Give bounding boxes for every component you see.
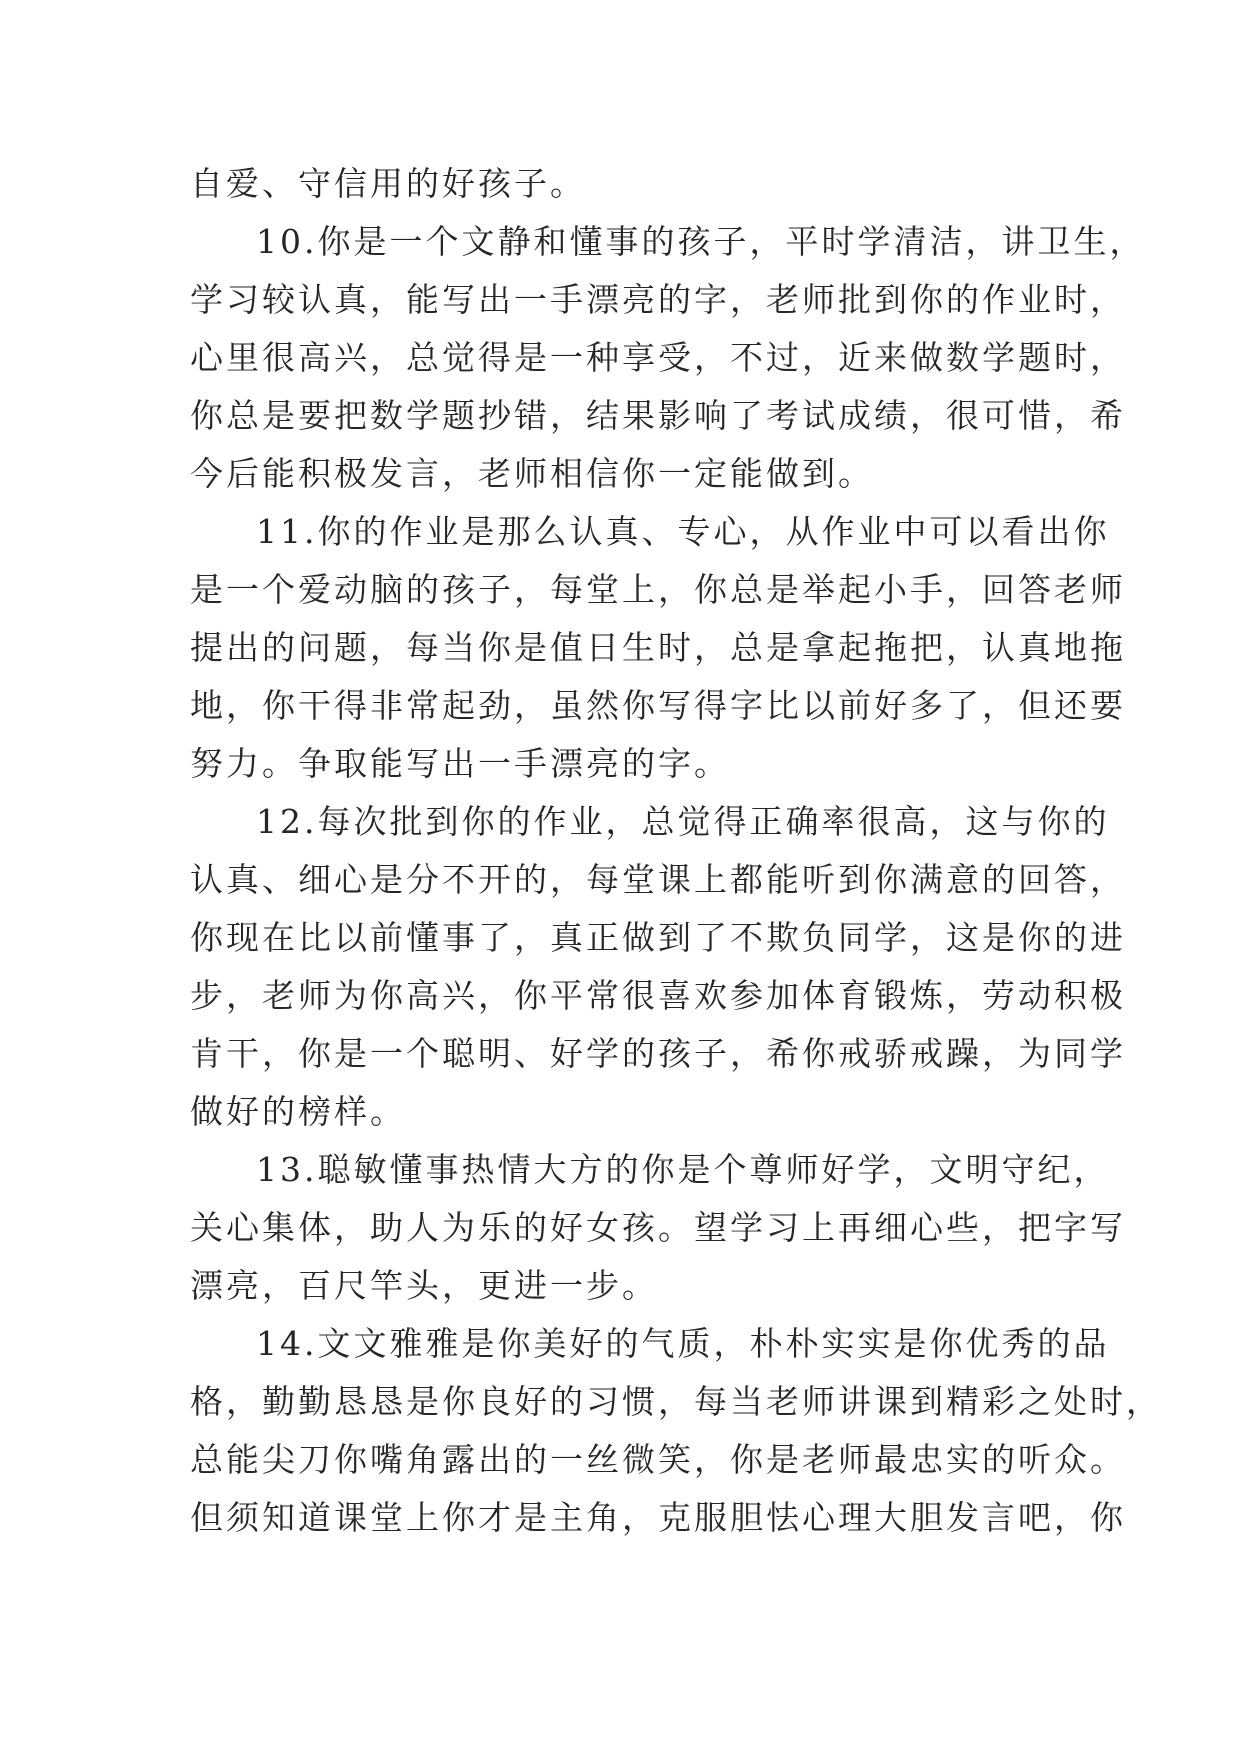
- text-line: 是一个爱动脑的孩子，每堂上，你总是举起小手，回答老师: [190, 570, 1126, 609]
- paragraph-10-first-line: 10.你是一个文静和懂事的孩子，平时学清洁，讲卫生，: [256, 222, 1146, 261]
- paragraph-13-first-line: 13.聪敏懂事热情大方的你是个尊师好学，文明守纪，: [256, 1150, 1110, 1189]
- text-line: 肯干，你是一个聪明、好学的孩子，希你戒骄戒躁，为同学: [190, 1034, 1126, 1073]
- paragraph-12-first-line: 12.每次批到你的作业，总觉得正确率很高，这与你的: [256, 802, 1110, 841]
- text-line: 认真、细心是分不开的，每堂课上都能听到你满意的回答，: [190, 860, 1126, 899]
- text-line: 学习较认真，能写出一手漂亮的字，老师批到你的作业时，: [190, 280, 1126, 319]
- text-line: 步，老师为你高兴，你平常很喜欢参加体育锻炼，劳动积极: [190, 976, 1126, 1015]
- paragraph-11-first-line: 11.你的作业是那么认真、专心，从作业中可以看出你: [256, 512, 1110, 551]
- text-line: 做好的榜样。: [190, 1092, 406, 1131]
- text-line: 但须知道课堂上你才是主角，克服胆怯心理大胆发言吧，你: [190, 1498, 1126, 1537]
- text-line: 今后能积极发言，老师相信你一定能做到。: [190, 454, 874, 493]
- text-line: 漂亮，百尺竿头，更进一步。: [190, 1266, 658, 1305]
- text-line: 关心集体，助人为乐的好女孩。望学习上再细心些，把字写: [190, 1208, 1126, 1247]
- text-line: 地，你干得非常起劲，虽然你写得字比以前好多了，但还要: [190, 686, 1126, 725]
- text-line: 心里很高兴，总觉得是一种享受，不过，近来做数学题时，: [190, 338, 1126, 377]
- text-line: 提出的问题，每当你是值日生时，总是拿起拖把，认真地拖: [190, 628, 1126, 667]
- text-line: 总能尖刀你嘴角露出的一丝微笑，你是老师最忠实的听众。: [190, 1440, 1126, 1479]
- text-line: 努力。争取能写出一手漂亮的字。: [190, 744, 730, 783]
- text-line: 自爱、守信用的好孩子。: [190, 164, 586, 203]
- paragraph-14-first-line: 14.文文雅雅是你美好的气质，朴朴实实是你优秀的品: [256, 1324, 1110, 1363]
- text-line: 你现在比以前懂事了，真正做到了不欺负同学，这是你的进: [190, 918, 1126, 957]
- text-line: 格，勤勤恳恳是你良好的习惯，每当老师讲课到精彩之处时，: [190, 1382, 1162, 1421]
- document-body: [190, 155, 1162, 1547]
- text-line: 你总是要把数学题抄错，结果影响了考试成绩，很可惜，希: [190, 396, 1126, 435]
